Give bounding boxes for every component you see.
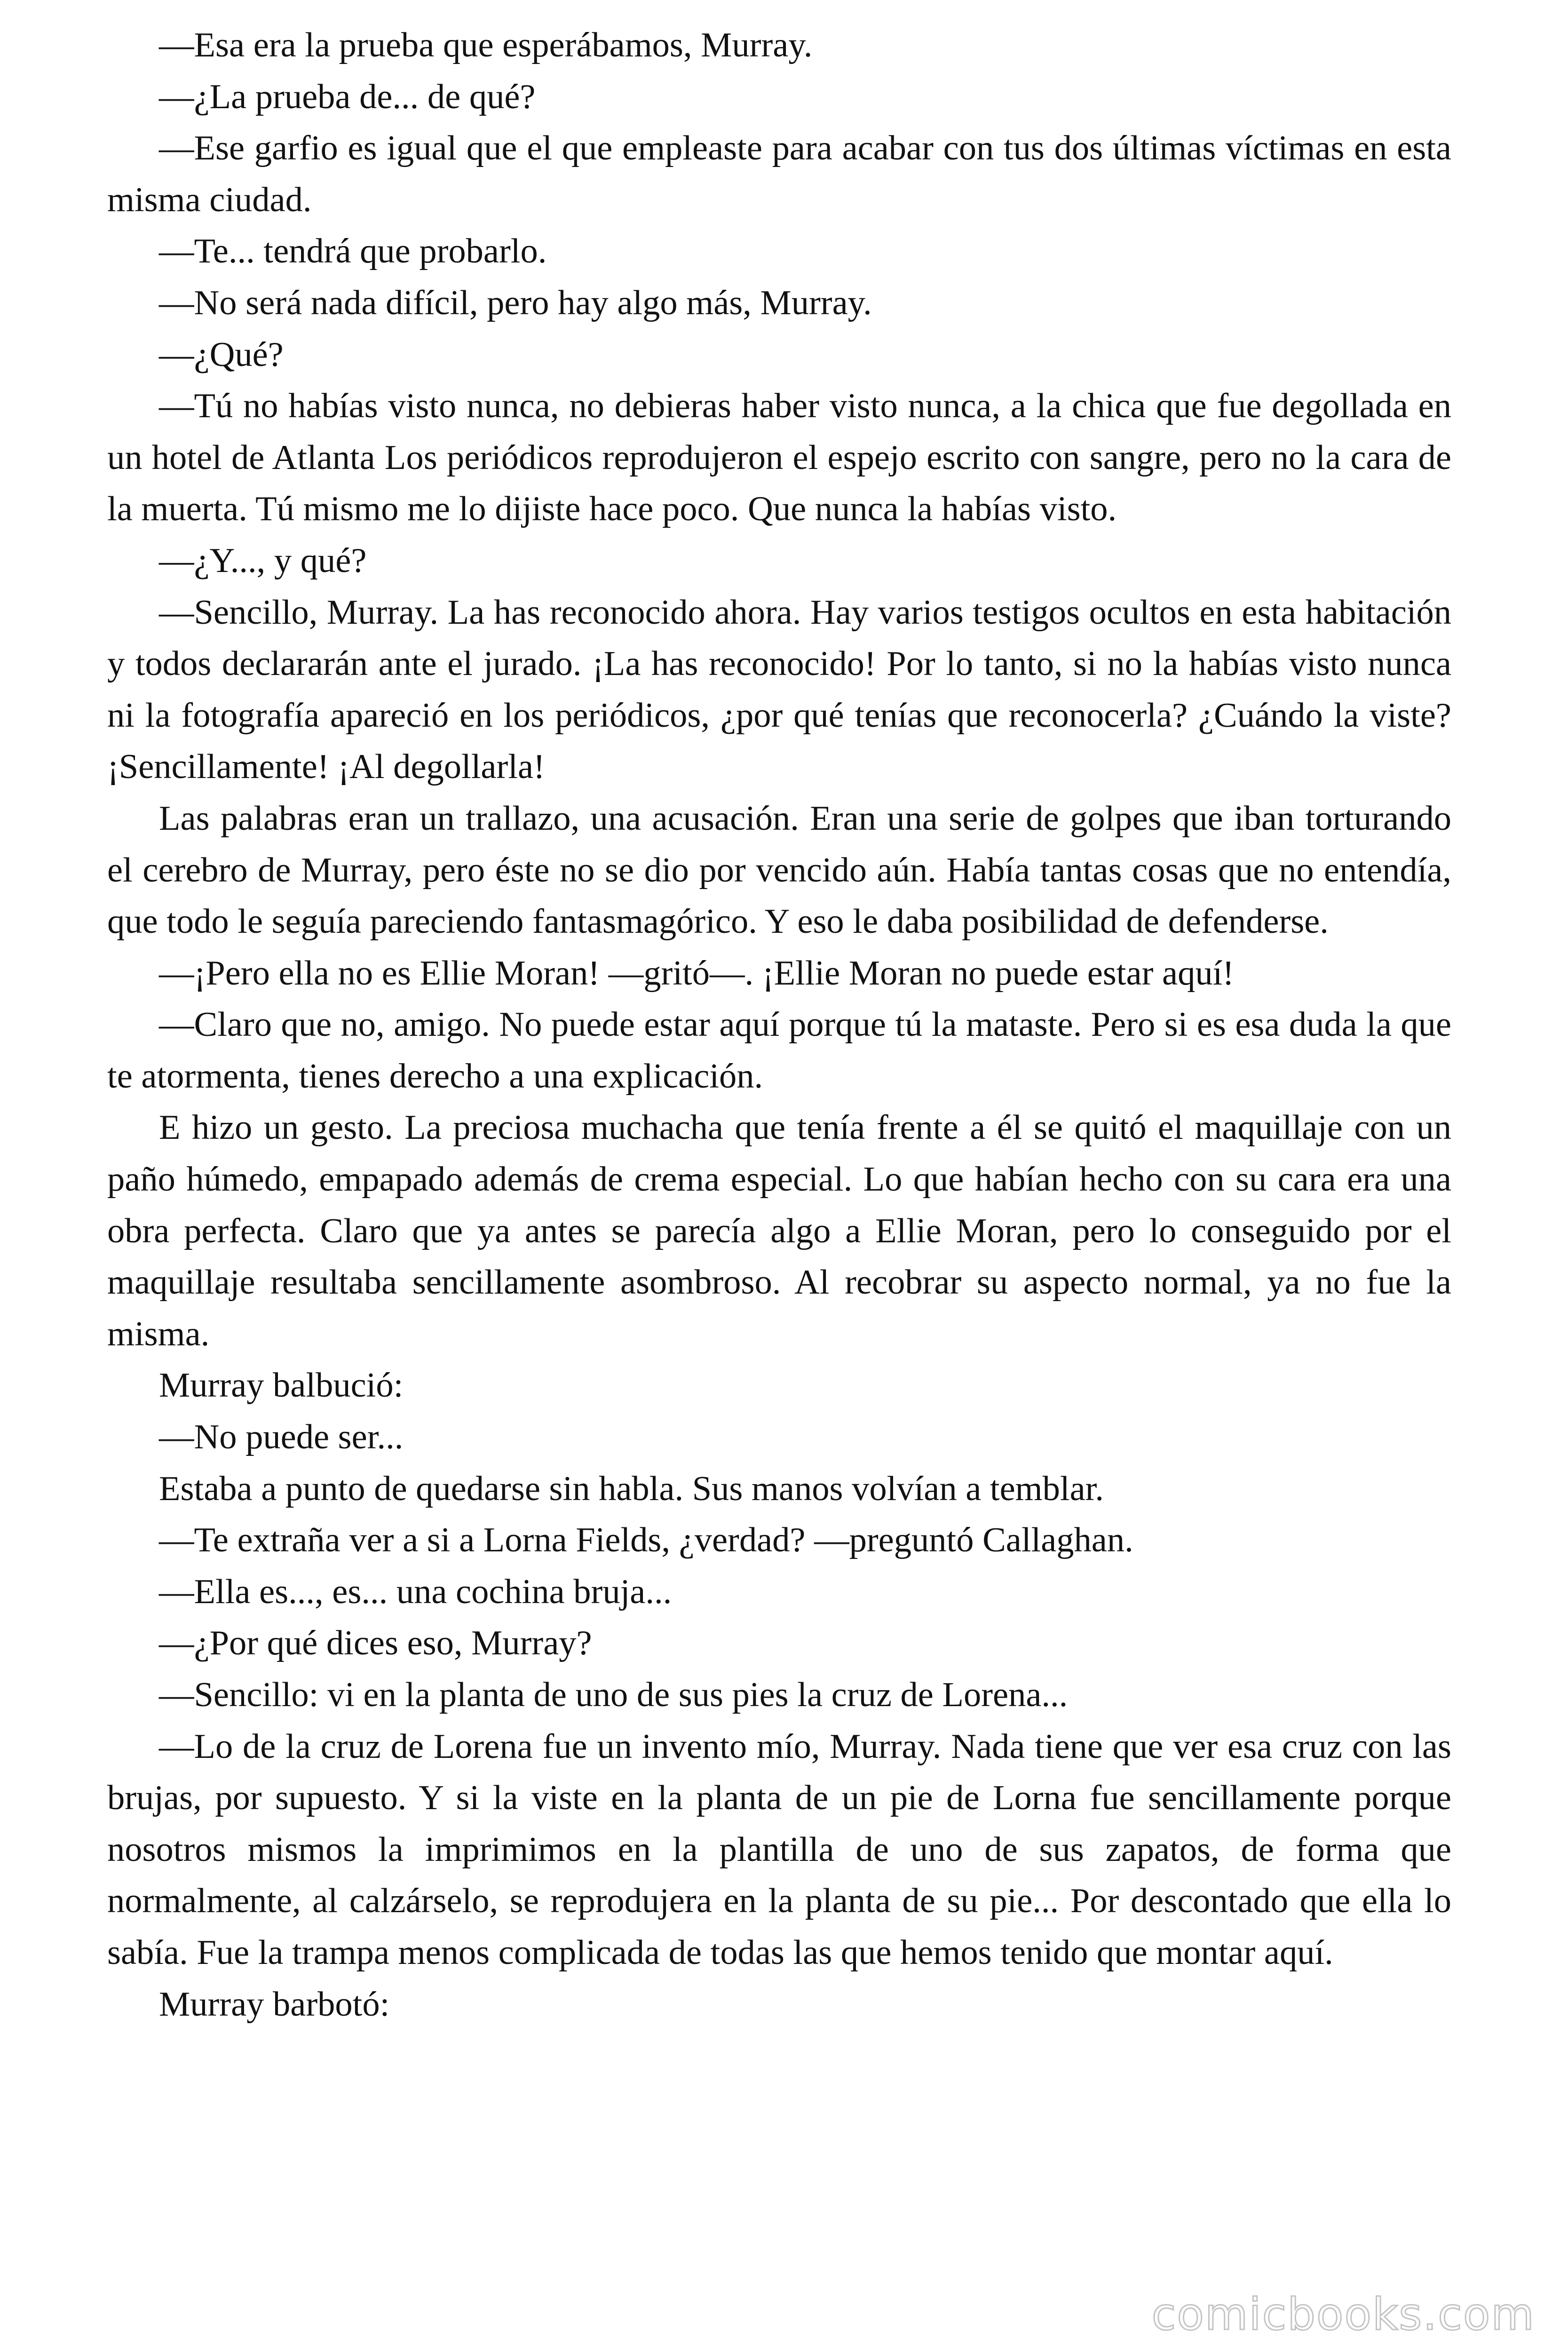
- paragraph: Las palabras eran un trallazo, una acusación. Eran una serie de golpes que iban torturando el cerebro de Murray, pero éste no se dio por vencido aún. Había tantas cosas que no entendía, que todo le seguía pareciendo fantasmagórico. Y eso le daba posibilidad de defenderse.: [107, 799, 1451, 941]
- paragraph: —No puede ser...: [159, 1418, 404, 1457]
- paragraph: —Ese garfio es igual que el que empleaste para acabar con tus dos últimas víctimas en esta misma ciudad.: [107, 129, 1451, 219]
- paragraph: —Sencillo: vi en la planta de uno de sus pies la cruz de Lorena...: [159, 1676, 1068, 1714]
- watermark: comicbooks.com: [1151, 2289, 1535, 2340]
- paragraph: —¿Y..., y qué?: [159, 541, 367, 580]
- paragraph: —No será nada difícil, pero hay algo más, Murray.: [159, 283, 872, 322]
- paragraph: Estaba a punto de quedarse sin habla. Sus manos volvían a temblar.: [159, 1469, 1104, 1508]
- paragraph: —¿Qué?: [159, 335, 284, 374]
- paragraph: —¿Por qué dices eso, Murray?: [159, 1624, 592, 1663]
- paragraph: —¿La prueba de... de qué?: [159, 77, 536, 116]
- paragraph: —Sencillo, Murray. La has reconocido ahora. Hay varios testigos ocultos en esta habitación y todos declararán ante el jurado. ¡La has reconocido! Por lo tanto, si no la habías visto nunca ni la fotografía apareció en los periódicos, ¿por qué tenías que reconocerla? ¿Cuándo la viste? ¡Sencillamente! ¡Al degollarla!: [107, 593, 1451, 787]
- paragraph: —Te... tendrá que probarlo.: [159, 232, 547, 271]
- paragraph: —Claro que no, amigo. No puede estar aquí porque tú la mataste. Pero si es esa duda la que te atormenta, tienes derecho a una explicación.: [107, 1005, 1451, 1096]
- page-text: [107, 20, 1451, 2030]
- paragraph: E hizo un gesto. La preciosa muchacha que tenía frente a él se quitó el maquillaje con un paño húmedo, empapado además de crema especial. Lo que habían hecho con su cara era una obra perfecta. Claro que ya antes se parecía algo a Ellie Moran, pero lo conseguido por el maquillaje resultaba sencillamente asombroso. Al recobrar su aspecto normal, ya no fue la misma.: [107, 1108, 1451, 1353]
- paragraph: Murray barbotó:: [159, 1985, 390, 2024]
- paragraph: —Lo de la cruz de Lorena fue un invento mío, Murray. Nada tiene que ver esa cruz con las brujas, por supuesto. Y si la viste en la planta de un pie de Lorna fue sencillamente porque nosotros mismos la imprimimos en la plantilla de uno de sus zapatos, de forma que normalmente, al calzárselo, se reprodujera en la planta de su pie... Por descontado que ella lo sabía. Fue la trampa menos complicada de todas las que hemos tenido que montar aquí.: [107, 1727, 1451, 1972]
- paragraph: —Tú no habías visto nunca, no debieras haber visto nunca, a la chica que fue degollada en un hotel de Atlanta Los periódicos reprodujeron el espejo escrito con sangre, pero no la cara de la muerta. Tú mismo me lo dijiste hace poco. Que nunca la habías visto.: [107, 387, 1451, 529]
- paragraph: —Te extraña ver a si a Lorna Fields, ¿verdad? —preguntó Callaghan.: [159, 1521, 1133, 1560]
- paragraph: Murray balbució:: [159, 1366, 404, 1405]
- paragraph: —Esa era la prueba que esperábamos, Murray.: [159, 26, 813, 64]
- paragraph: —Ella es..., es... una cochina bruja...: [159, 1572, 672, 1611]
- paragraph: —¡Pero ella no es Ellie Moran! —gritó—. ¡Ellie Moran no puede estar aquí!: [159, 954, 1235, 993]
